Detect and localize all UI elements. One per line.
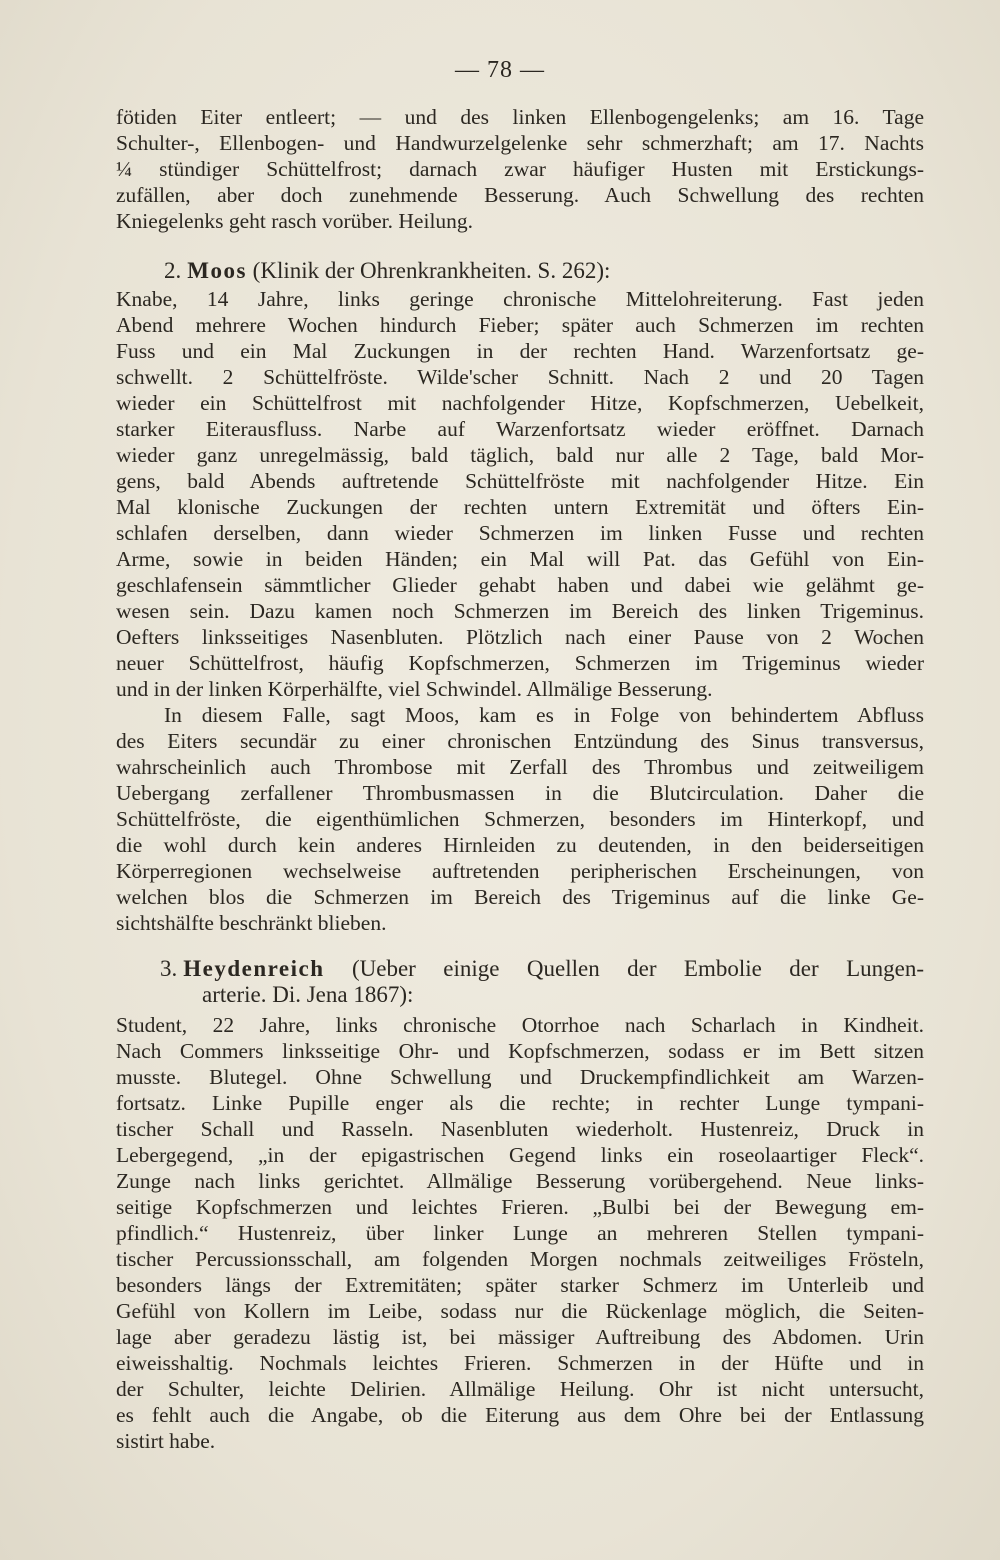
text-line: wahrscheinlich auch Thrombose mit Zerfall des Thrombus und zeitweiligem (116, 755, 924, 779)
text-line: Kniegelenks geht rasch vorüber. Heilung. (116, 209, 474, 233)
text-line: Schüttelfröste, die eigenthümlichen Schmerzen, besonders im Hinterkopf, und (116, 807, 924, 831)
text-line: lage aber geradezu lästig ist, bei mässiger Auftreibung des Abdomen. Urin (116, 1325, 924, 1349)
text-line: pfindlich.“ Hustenreiz, über linker Lunge an mehreren Stellen tympani- (116, 1221, 924, 1245)
text-line: fortsatz. Linke Pupille enger als die rechte; in rechter Lunge tympani- (116, 1091, 924, 1115)
text-line: Arme, sowie in beiden Händen; ein Mal will Pat. das Gefühl von Ein- (116, 547, 924, 571)
case-source-continued: arterie. Di. Jena 1867): (202, 982, 414, 1007)
case-number: 3. (160, 956, 178, 981)
text-line: eiweisshaltig. Nochmals leichtes Frieren. Schmerzen in der Hüfte und in (116, 1351, 924, 1375)
case-number: 2. (164, 258, 182, 283)
page-number: — 78 — (455, 57, 545, 83)
case-3-body (116, 1012, 924, 1454)
case-2-body (116, 286, 924, 702)
text-line: musste. Blutegel. Ohne Schwellung und Druckempfindlichkeit am Warzen- (116, 1065, 924, 1089)
text-line: welchen blos die Schmerzen im Bereich des Trigeminus auf die linke Ge- (116, 885, 924, 909)
text-line: neuer Schüttelfrost, häufig Kopfschmerzen, Schmerzen im Trigeminus wieder (116, 651, 924, 675)
text-line: zufällen, aber doch zunehmende Besserung. Auch Schwellung des rechten (116, 183, 924, 207)
text-line: Student, 22 Jahre, links chronische Otorrhoe nach Scharlach in Kindheit. (116, 1013, 924, 1037)
case-2-commentary (116, 702, 924, 936)
text-line: Oefters linksseitiges Nasenbluten. Plötzlich nach einer Pause von 2 Wochen (116, 625, 924, 649)
author-name: Moos (187, 258, 247, 283)
text-line: Körperregionen wechselweise auftretenden peripherischen Erscheinungen, von (116, 859, 924, 883)
text-line: starker Eiterausfluss. Narbe auf Warzenfortsatz wieder eröffnet. Darnach (116, 417, 924, 441)
text-line: wieder ganz unregelmässig, bald täglich, bald nur alle 2 Tage, bald Mor- (116, 443, 924, 467)
text-line: es fehlt auch die Angabe, ob die Eiterung aus dem Ohre bei der Entlassung (116, 1403, 924, 1427)
text-line: Gefühl von Kollern im Leibe, sodass nur die Rückenlage möglich, die Seiten- (116, 1299, 924, 1323)
text-line: Uebergang zerfallener Thrombusmassen in die Blutcirculation. Daher die (116, 781, 924, 805)
text-line: Knabe, 14 Jahre, links geringe chronische Mittelohreiterung. Fast jeden (116, 287, 924, 311)
text-line: gens, bald Abends auftretende Schüttelfröste mit nachfolgender Hitze. Ein (116, 469, 924, 493)
text-line: Lebergegend, „in der epigastrischen Gegend links ein roseolaartiger Fleck“. (116, 1143, 924, 1167)
text-line: wieder ein Schüttelfrost mit nachfolgender Hitze, Kopfschmerzen, Uebelkeit, (116, 391, 924, 415)
text-line: und in der linken Körperhälfte, viel Schwindel. Allmälige Besserung. (116, 677, 713, 701)
text-line: Nach Commers linksseitige Ohr- und Kopfschmerzen, sodass er im Bett sitzen (116, 1039, 924, 1063)
text-line: Mal klonische Zuckungen der rechten untern Extremität und öfters Ein- (116, 495, 924, 519)
continuation-paragraph (116, 104, 924, 234)
text-line: schlafen derselben, dann wieder Schmerzen im linken Fusse und rechten (116, 521, 924, 545)
text-line: die wohl durch kein anderes Hirnleiden zu deutenden, in den beiderseitigen (116, 833, 924, 857)
text-line: der Schulter, leichte Delirien. Allmälige Heilung. Ohr ist nicht untersucht, (116, 1377, 924, 1401)
text-line: geschlafensein sämmtlicher Glieder gehabt haben und dabei wie gelähmt ge- (116, 573, 924, 597)
text-line: Zunge nach links gerichtet. Allmälige Besserung vorübergehend. Neue links- (116, 1169, 924, 1193)
text-line: tischer Schall und Rasseln. Nasenbluten wiederholt. Hustenreiz, Druck in (116, 1117, 924, 1141)
text-line: fötiden Eiter entleert; — und des linken Ellenbogengelenks; am 16. Tage (116, 105, 924, 129)
case-source: (Klinik der Ohrenkrankheiten. S. 262): (252, 258, 611, 283)
text-line: besonders längs der Extremitäten; später starker Schmerz im Unterleib und (116, 1273, 924, 1297)
case-2-heading (164, 258, 924, 284)
text-line: sistirt habe. (116, 1429, 216, 1453)
text-line: des Eiters secundär zu einer chronischen Entzündung des Sinus transversus, (116, 729, 924, 753)
text-line: wesen sein. Dazu kamen noch Schmerzen im Bereich des linken Trigeminus. (116, 599, 924, 623)
case-3-heading (160, 956, 924, 1008)
text-line: Abend mehrere Wochen hindurch Fieber; später auch Schmerzen im rechten (116, 313, 924, 337)
text-line: Schulter-, Ellenbogen- und Handwurzelgelenke sehr schmerzhaft; am 17. Nachts (116, 131, 924, 155)
author-name: Heydenreich (183, 956, 325, 981)
text-line: Fuss und ein Mal Zuckungen in der rechten Hand. Warzenfortsatz ge- (116, 339, 924, 363)
case-source: (Ueber einige Quellen der Embolie der Lungen- (351, 956, 924, 981)
text-line: seitige Kopfschmerzen und leichtes Frieren. „Bulbi bei der Bewegung em- (116, 1195, 924, 1219)
text-line: In diesem Falle, sagt Moos, kam es in Folge von behindertem Abfluss (164, 703, 924, 727)
text-line: tischer Percussionsschall, am folgenden Morgen nochmals zeitweiliges Frösteln, (116, 1247, 924, 1271)
text-line: schwellt. 2 Schüttelfröste. Wilde'scher Schnitt. Nach 2 und 20 Tagen (116, 365, 924, 389)
text-line: ¼ stündiger Schüttelfrost; darnach zwar häufiger Husten mit Erstickungs- (116, 157, 924, 181)
text-line: sichtshälfte beschränkt blieben. (116, 911, 387, 935)
